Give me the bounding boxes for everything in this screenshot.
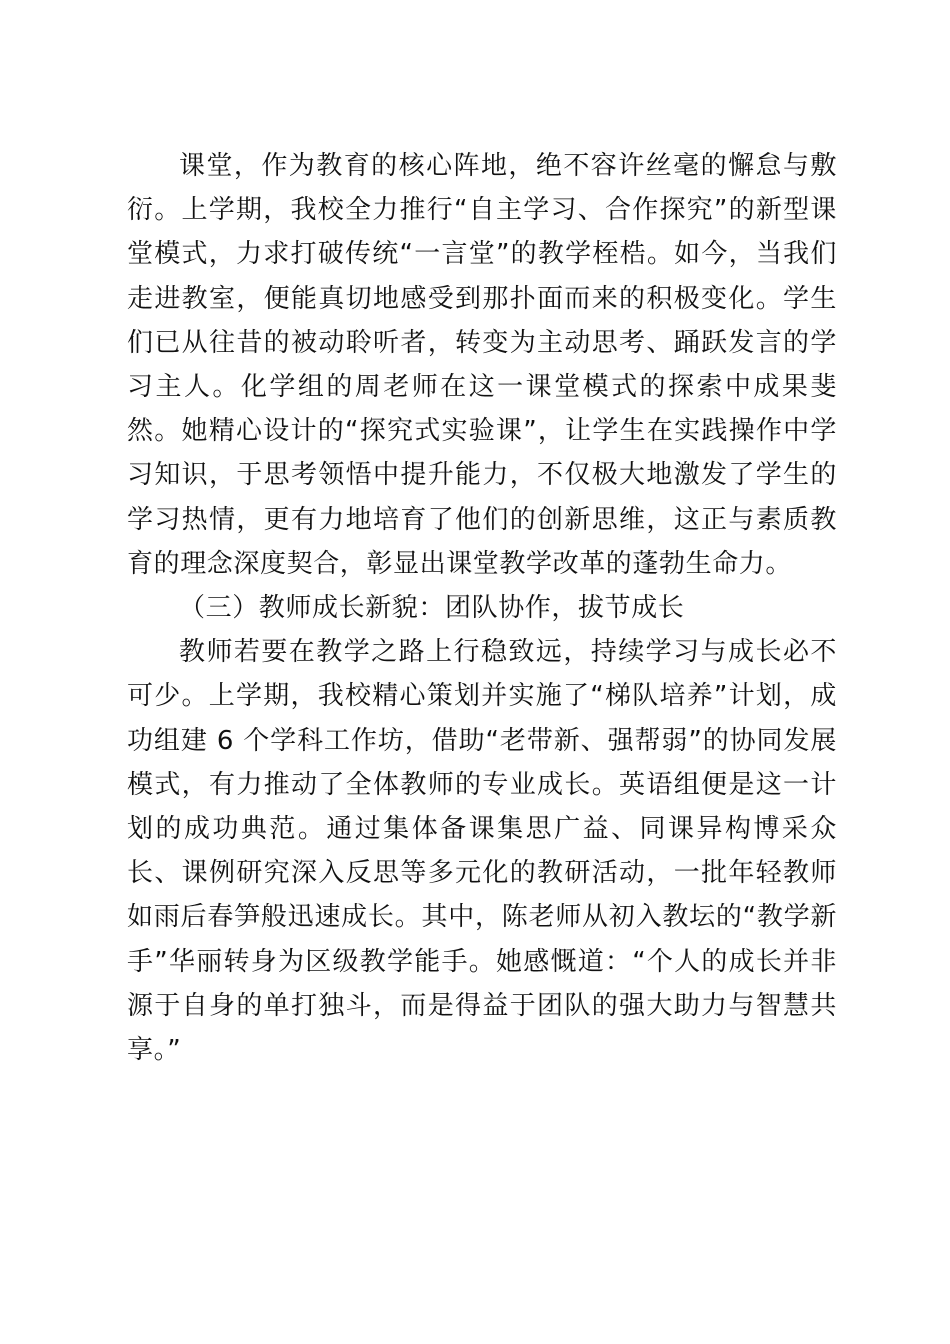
paragraph-teacher-growth: 教师若要在教学之路上行稳致远，持续学习与成长必不可少。上学期，我校精心策划并实施了“梯队培养”计划，成功组建 6 个学科工作坊，借助“老带新、强帮弱”的协同发展模式，有力推动了全体教师的专业成长。英语组便是这一计划的成功典范。通过集体备课集思广益、同课异构博采众长、课例研究深入反思等多元化的教研活动，一批年轻教师如雨后春笋般迅速成长。其中，陈老师从初入教坛的“教学新手”华丽转身为区级教学能手。她感慨道：“个人的成长并非源于自身的单打独斗，而是得益于团队的强大助力与智慧共享。” <box>127 637 837 1066</box>
document-body <box>127 144 837 1072</box>
section-heading-teacher-growth: （三）教师成长新貌：团队协作，拔节成长 <box>179 593 685 624</box>
paragraph-classroom-reform: 课堂，作为教育的核心阵地，绝不容许丝毫的懈怠与敷衍。上学期，我校全力推行“自主学习、合作探究”的新型课堂模式，力求打破传统“一言堂”的教学桎梏。如今，当我们走进教室，便能真切地感受到那扑面而来的积极变化。学生们已从往昔的被动聆听者，转变为主动思考、踊跃发言的学习主人。化学组的周老师在这一课堂模式的探索中成果斐然。她精心设计的“探究式实验课”，让学生在实践操作中学习知识，于思考领悟中提升能力，不仅极大地激发了学生的学习热情，更有力地培育了他们的创新思维，这正与素质教育的理念深度契合，彰显出课堂教学改革的蓬勃生命力。 <box>127 151 837 579</box>
